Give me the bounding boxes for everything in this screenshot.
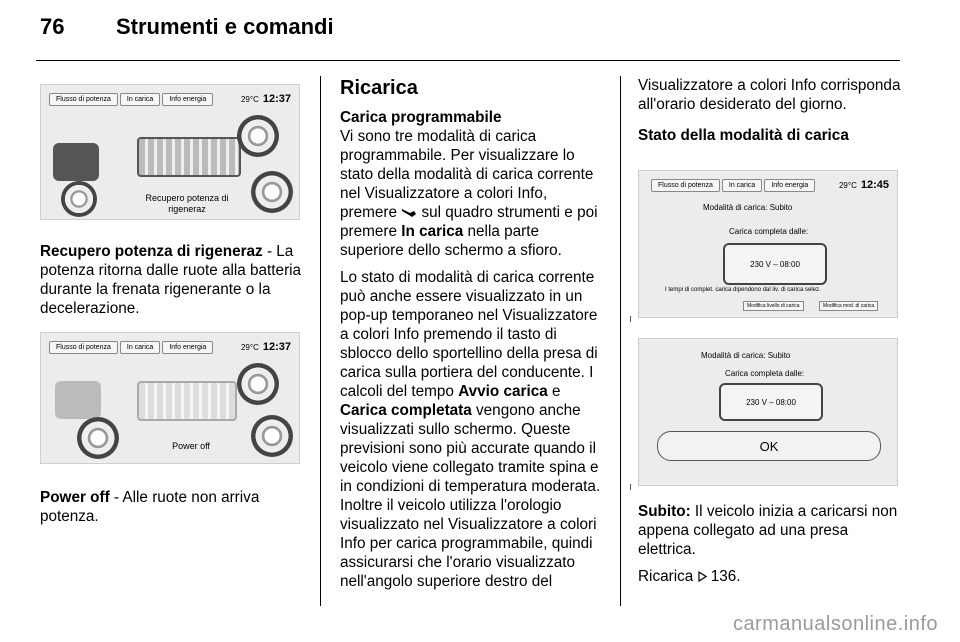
wheel-icon: [251, 171, 293, 213]
wheel-icon: [61, 181, 97, 217]
tab-power-flow: Flusso di potenza: [49, 341, 118, 354]
column-divider-1: [320, 76, 321, 606]
page-title: Strumenti e comandi: [116, 14, 334, 39]
header-rule: [36, 60, 900, 61]
column-3-top: [638, 76, 904, 153]
battery-icon: [137, 137, 241, 177]
clock: 12:37: [262, 93, 291, 105]
subsection-heading: Carica programmabile: [340, 109, 502, 126]
clock: 12:45: [860, 179, 889, 191]
temperature: 29°C: [838, 181, 857, 190]
crop-mark: [630, 484, 631, 490]
wheel-icon: [251, 415, 293, 457]
paragraph: Lo stato di modalità di carica corrente può anche essere visualizzato in un pop-up temporaneo nel Visualizzatore a colori Info premendo il tasto di sblocco dello sportellino della presa di carica sulla portiera del conducente. I calcoli del tempo Avvio carica e Carica completata vengono anche visualizzati sullo schermo. Queste previsioni sono più accurate quando il veicolo viene collegato tramite spina e in condizioni di temperatura moderata. Inoltre il veicolo utilizza l'orologio visualizzato nel Visualizzatore a colori Info per carica programmabile, quindi assicurarsi che l'orario visualizzato nell'angolo superiore destro del: [340, 269, 601, 590]
paragraph: Subito: Il veicolo inizia a caricarsi non appena collegato ad una presa elettrica.: [638, 503, 898, 558]
screen-caption: Recupero potenza di rigeneraz: [145, 193, 229, 214]
screenshot-charge-mode: [638, 170, 898, 318]
column-1-text-a: [40, 242, 306, 326]
charge-mode-label: Modalità di carica: Subito: [703, 203, 793, 212]
page-number: 76: [40, 14, 65, 39]
wrench-icon: [401, 204, 421, 221]
screenshot-regeneration: [40, 84, 300, 220]
page-reference-link[interactable]: 136.: [710, 568, 741, 585]
tab-power-flow: Flusso di potenza: [49, 93, 118, 106]
watermark: carmanualsonline.info: [732, 613, 938, 635]
tab-charging: In carica: [120, 93, 160, 106]
page-header: [0, 0, 960, 62]
tab-charging: In carica: [120, 341, 160, 354]
cross-reference: Ricarica 136.: [638, 568, 741, 585]
change-charge-mode-button[interactable]: Modifica mod. di carica: [819, 301, 878, 311]
paragraph: Power off - Alle ruote non arriva potenza.: [40, 489, 260, 525]
motor-icon: [53, 143, 99, 181]
screen-tabs: [49, 341, 213, 354]
wheel-icon: [77, 417, 119, 459]
temperature: 29°C: [240, 343, 259, 352]
temp-clock: [241, 93, 291, 105]
screen-tabs: [651, 179, 815, 192]
charge-time-box: 230 V – 08:00: [723, 243, 827, 285]
clock: 12:37: [262, 341, 291, 353]
charge-time-box: 230 V – 08:00: [719, 383, 823, 421]
section-heading: Ricarica: [340, 77, 418, 99]
wheel-icon: [237, 115, 279, 157]
screenshot-charge-popup: [638, 338, 898, 486]
subsection-heading: Stato della modalità di carica: [638, 127, 849, 144]
paragraph: Visualizzatore a colori Info corrisponda all'orario desiderato del giorno.: [638, 77, 901, 113]
wheel-icon: [237, 363, 279, 405]
column-1-text-b: [40, 488, 306, 534]
change-charge-level-button[interactable]: Modifica livello di carica: [743, 301, 804, 311]
screen-caption: Power off: [172, 441, 210, 451]
charge-note: I tempi di complet. carica dipendono dal liv. di carica selez.: [665, 287, 821, 293]
column-3-bottom: [638, 502, 904, 594]
battery-icon: [137, 381, 237, 421]
charge-complete-label: Carica completa dalle:: [729, 227, 809, 236]
tab-energy-info: Info energia: [162, 93, 213, 106]
arrow-ref-icon: [698, 568, 707, 585]
charge-mode-label: Modalità di carica: Subito: [701, 351, 791, 360]
paragraph: Recupero potenza di rigeneraz - La potenza ritorna dalle ruote alla batteria durante la frenata rigenerante o la decelerazione.: [40, 243, 302, 317]
charge-complete-label: Carica completa dalle:: [725, 369, 805, 378]
tab-energy-info: Info energia: [764, 179, 815, 192]
paragraph: Vi sono tre modalità di carica programmabile. Per visualizzare lo stato della modalità di carica corrente nel Visualizzatore a colori Info, premere sul quadro strumenti e poi premere In carica nella parte superiore dello schermo a sfioro.: [340, 128, 598, 259]
tab-energy-info: Info energia: [162, 341, 213, 354]
screenshot-power-off: [40, 332, 300, 464]
column-divider-2: [620, 76, 621, 606]
crop-mark: [630, 316, 631, 322]
tab-charging: In carica: [722, 179, 762, 192]
ok-button[interactable]: OK: [657, 431, 881, 461]
motor-icon: [55, 381, 101, 419]
screen-tabs: [49, 93, 213, 106]
tab-power-flow: Flusso di potenza: [651, 179, 720, 192]
temp-clock: [839, 179, 889, 191]
temp-clock: [241, 341, 291, 353]
column-2: [340, 76, 606, 599]
temperature: 29°C: [240, 95, 259, 104]
